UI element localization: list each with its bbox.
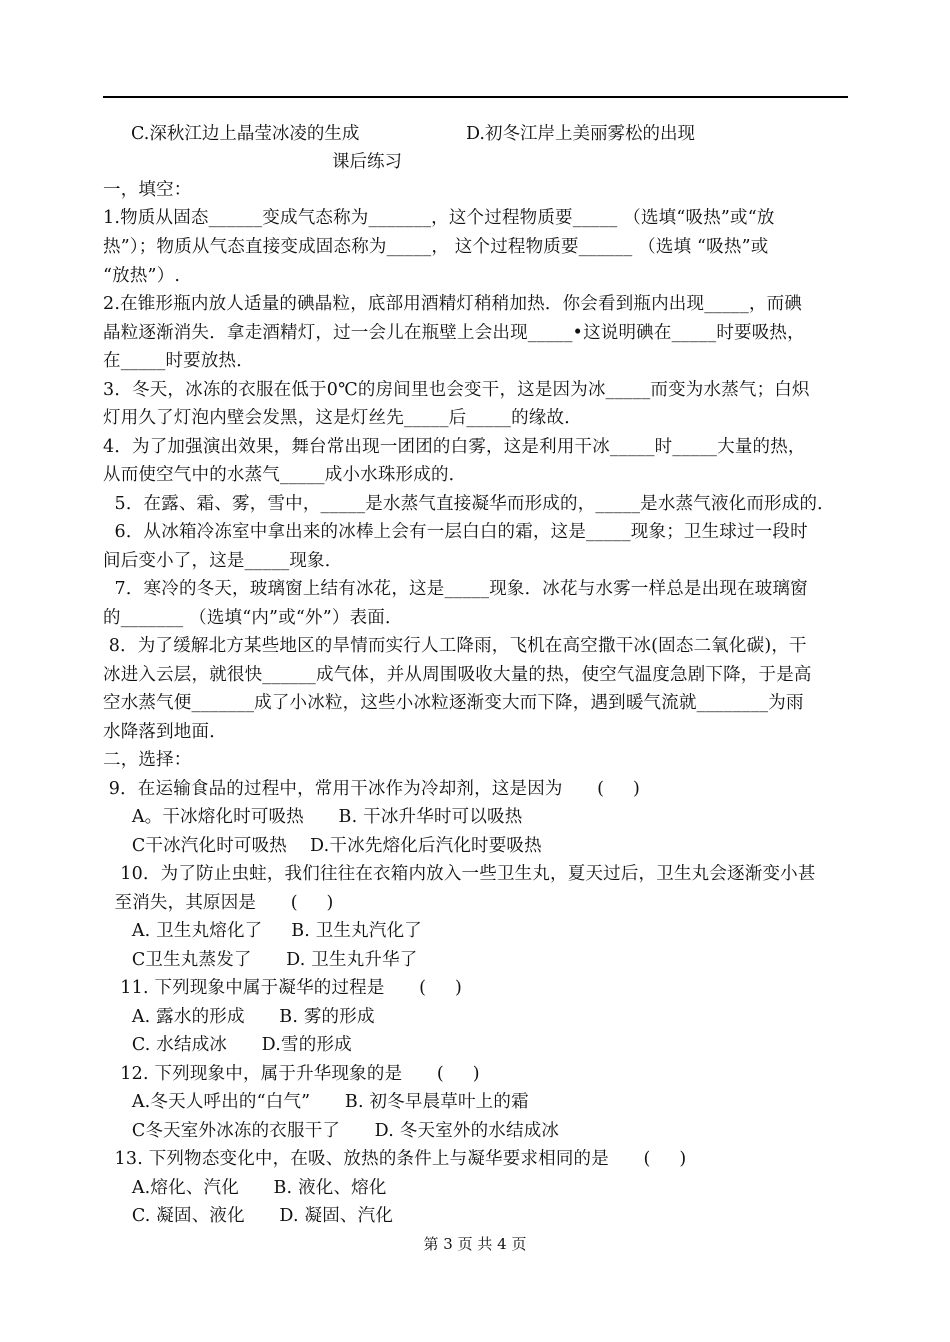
fill-line: 6．从冰箱冷冻室中拿出来的冰棒上会有一层白白的霜，这是_____现象；卫生球过一段时 bbox=[103, 522, 808, 542]
fill-line: 冰进入云层，就很快______成气体，并从周围吸收大量的热，使空气温度急剧下降，于是高 bbox=[103, 665, 812, 685]
carryover-option-d: D.初冬江岸上美丽雾松的出现 bbox=[466, 124, 695, 144]
choice-line: A。干冰熔化时可吸热 B. 干冰升华时可以吸热 bbox=[103, 807, 523, 827]
fill-line: 7．寒冷的冬天，玻璃窗上结有冰花，这是_____现象．冰花与水雾一样总是出现在玻璃窗 bbox=[103, 579, 808, 599]
choice-line: C卫生丸蒸发了 D. 卫生丸升华了 bbox=[103, 950, 418, 970]
fill-line: 在_____时要放热． bbox=[103, 351, 254, 371]
choice-line: 13. 下列物态变化中，在吸、放热的条件上与凝华要求相同的是 ( ) bbox=[103, 1149, 687, 1169]
choice-line: A. 卫生丸熔化了 B. 卫生丸汽化了 bbox=[103, 921, 422, 941]
fill-line: 2.在锥形瓶内放人适量的碘晶粒，底部用酒精灯稍稍加热．你会看到瓶内出现_____，而碘 bbox=[103, 294, 803, 314]
choice-line: 至消失，其原因是 ( ) bbox=[103, 893, 334, 913]
section-title: 课后练习 bbox=[332, 152, 402, 172]
fill-line: 5．在露、霜、雾，雪中，_____是水蒸气直接凝华而形成的，_____是水蒸气液化而形成的． bbox=[103, 494, 835, 514]
choice-heading: 二，选择： bbox=[103, 750, 192, 770]
carryover-option-c: C.深秋江边上晶莹冰凌的生成 bbox=[131, 124, 360, 144]
fill-line: 的_______ （选填“内”或“外”）表面． bbox=[103, 608, 403, 628]
fill-line: 从而使空气中的水蒸气_____成小水珠形成的． bbox=[103, 465, 467, 485]
header-rule bbox=[103, 96, 848, 98]
fill-line: 晶粒逐渐消失．拿走酒精灯，过一会儿在瓶壁上会出现_____•这说明碘在_____时要吸热， bbox=[103, 323, 805, 343]
fill-line: 间后变小了，这是_____现象． bbox=[103, 551, 343, 571]
fill-line: 1.物质从固态______变成气态称为_______，这个过程物质要_____ （选填“吸热”或“放 bbox=[103, 208, 775, 228]
fill-line: 灯用久了灯泡内壁会发黑，这是灯丝先_____后_____的缘故． bbox=[103, 408, 582, 428]
choice-line: C干冰汽化时可吸热 D.干冰先熔化后汽化时要吸热 bbox=[103, 836, 542, 856]
choice-line: C冬天室外冰冻的衣服干了 D. 冬天室外的水结成冰 bbox=[103, 1121, 560, 1141]
choice-line: 10．为了防止虫蛀，我们往往在衣箱内放入一些卫生丸，夏天过后，卫生丸会逐渐变小甚 bbox=[103, 864, 816, 884]
choice-line: A.冬天人呼出的“白气” B. 初冬早晨草叶上的霜 bbox=[103, 1092, 529, 1112]
fill-line: 3．冬天，冰冻的衣服在低于0℃的房间里也会变干，这是因为冰_____而变为水蒸气；白炽 bbox=[103, 380, 810, 400]
fill-line: 4．为了加强演出效果，舞台常出现一团团的白雾，这是利用干冰_____时_____大量的热， bbox=[103, 437, 806, 457]
page-footer: 第 3 页 共 4 页 bbox=[423, 1235, 527, 1253]
fill-line: 8．为了缓解北方某些地区的旱情而实行人工降雨，飞机在高空撒干冰(固态二氧化碳)，干 bbox=[103, 636, 807, 656]
choice-line: 11. 下列现象中属于凝华的过程是 ( ) bbox=[103, 978, 463, 998]
fill-line: 水降落到地面． bbox=[103, 722, 227, 742]
fill-heading: 一，填空： bbox=[103, 180, 192, 200]
fill-line: 热”）；物质从气态直接变成固态称为_____， 这个过程物质要______ （选填 “吸热”或 bbox=[103, 237, 769, 257]
fill-line: 空水蒸气便_______成了小冰粒，这些小冰粒逐渐变大而下降，遇到暖气流就________为雨 bbox=[103, 693, 804, 713]
choice-line: C. 凝固、液化 D. 凝固、汽化 bbox=[103, 1206, 394, 1226]
fill-line: “放热”）. bbox=[103, 266, 181, 286]
choice-line: 12. 下列现象中，属于升华现象的是 ( ) bbox=[103, 1064, 480, 1084]
choice-line: A. 露水的形成 B. 雾的形成 bbox=[103, 1007, 375, 1027]
choice-line: C. 水结成冰 D.雪的形成 bbox=[103, 1035, 352, 1055]
choice-line: A.熔化、汽化 B. 液化、熔化 bbox=[103, 1178, 387, 1198]
choice-line: 9．在运输食品的过程中，常用干冰作为冷却剂，这是因为 ( ) bbox=[103, 779, 641, 799]
